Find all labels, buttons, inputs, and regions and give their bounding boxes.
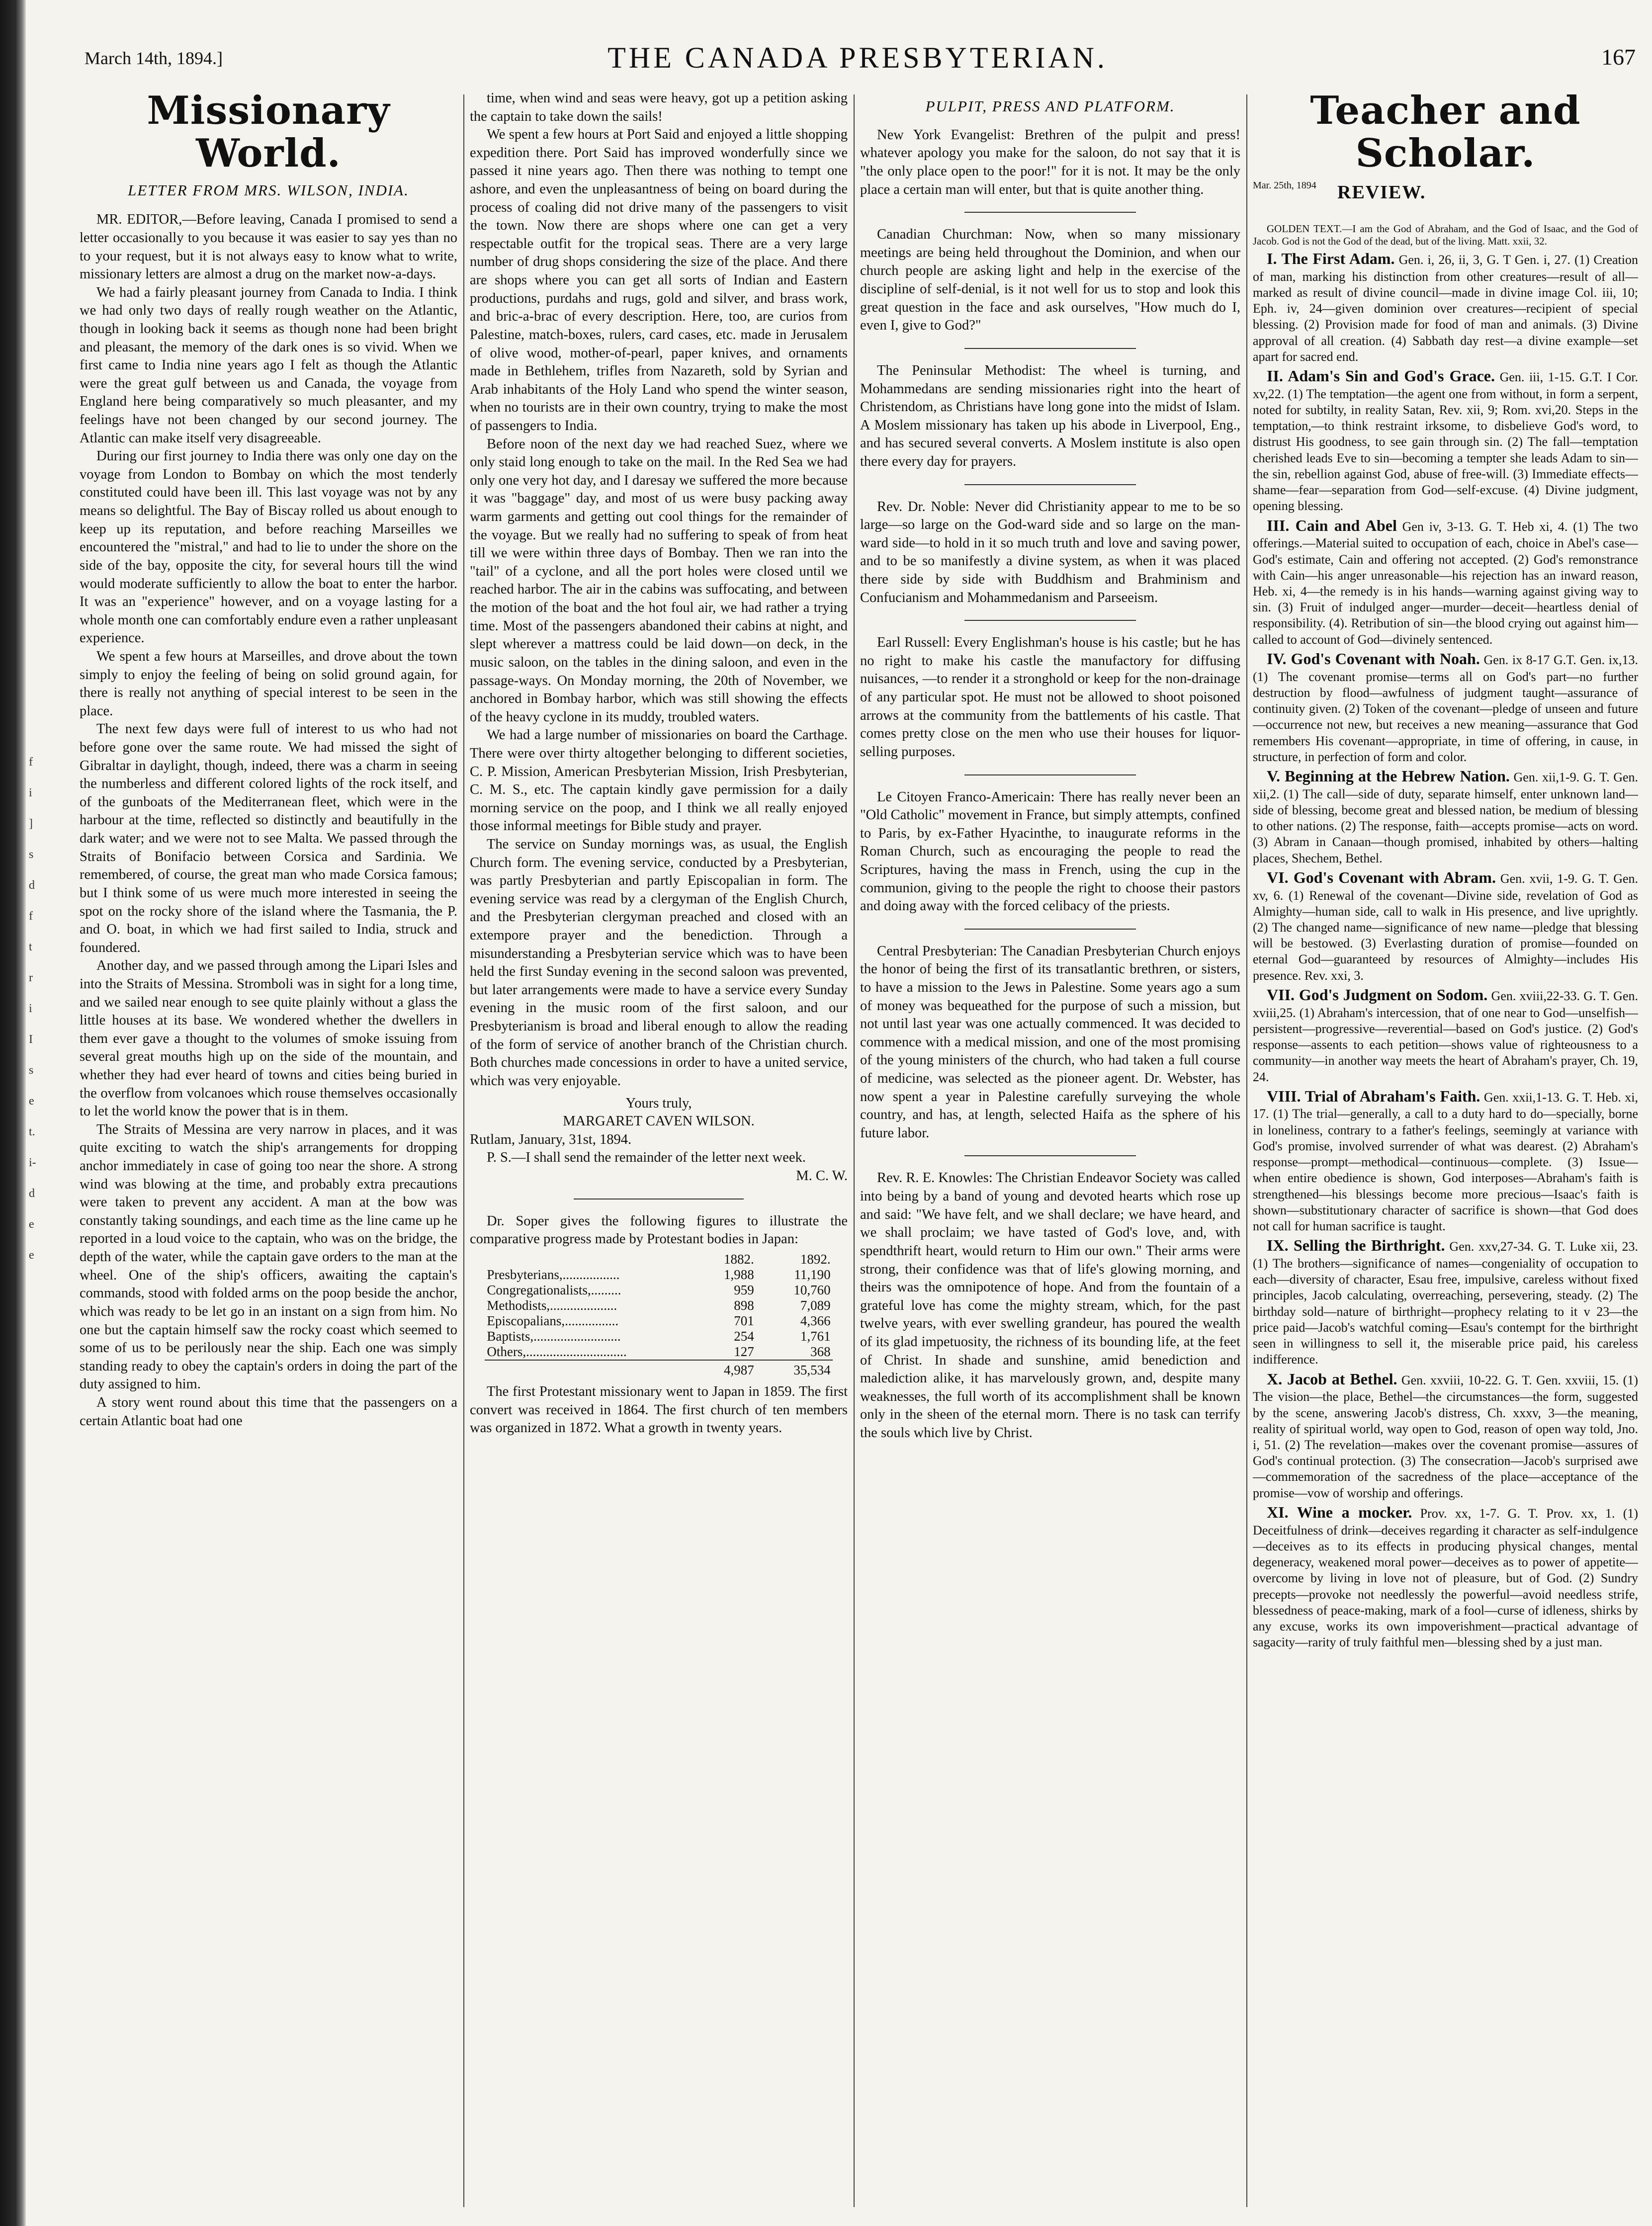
margin-fragment: ] [29,817,33,830]
paragraph: time, when wind and seas were heavy, got up a petition asking the captain to take down the sails! [470,90,848,124]
table-row [485,1329,832,1344]
value-1892-cell: 4,366 [800,1313,831,1328]
column-letter-continued [470,89,848,2207]
table-row [485,1283,832,1298]
department-heading: Missionary World. [147,89,390,176]
lesson-entry [1253,1370,1638,1501]
quotation: Canadian Churchman: Now, when so many missionary meetings are being held throughout the Dominion, and when our church people are asking light and help in the exercise of the discipline of self-denial, is it not well for us to stop and look this great question in the face and ask ourselves, "How much do I, even I, give to God?" [860,227,1240,334]
column-pulpit-press-platform [860,89,1240,2207]
margin-fragment: s [29,848,34,861]
lesson-entry [1253,1236,1638,1368]
denomination-cell: Baptists,.......................... [487,1329,621,1344]
lesson-entry [1253,985,1638,1085]
total-1882: 4,987 [680,1360,756,1378]
paragraph: A story went round about this time that the passengers on a certain Atlantic boat had one [80,1394,457,1429]
lesson-title: X. Jacob at Bethel. [1267,1370,1397,1388]
signature: MARGARET CAVEN WILSON. [563,1113,755,1129]
margin-fragment: r [29,971,33,984]
margin-fragment: i [29,1002,32,1015]
paragraph: The service on Sunday mornings was, as usual, the English Church form. The evening service, conducted by a Presbyterian, was partly Presbyterian and partly Episcopalian in form. The evening service was read by a clergyman of the English Church, and the Presbyterian clergyman preached and closed with an extempore prayer and the benediction. Through a misunderstanding a Presbyterian service which was to have been held the first Sunday evening in the second saloon was prevented, but later arrangements were made to have a service every Sunday evening in the music room of the first saloon, and our Presbyterianism is broad and liberal enough to allow the reading of the form of service of another branch of the Christian church. Both churches made concessions in order to have a united service, which was very enjoyable. [470,836,848,1089]
table-row [485,1298,832,1313]
lesson-entry [1253,649,1638,765]
golden-text: GOLDEN TEXT.—I am the God of Abraham, and the God of Isaac, and the God of Jacob. God is not the God of the dead, but of the living. Matt. xxii, 32. [1253,222,1638,247]
paragraph: We had a fairly pleasant journey from Canada to India. I think we had only two days of really rough weather on the Atlantic, though in looking back it seems as though none had been bright and pleasant, the memory of the dark ones is so vivid. When we first came to India nine years ago I felt as though the Atlantic were the great gulf between us and Canada, the voyage from England here being comparatively so much pleasanter, and my feelings have not been changed by our second journey. The Atlantic can make itself very disagreeable. [80,284,457,446]
margin-fragment: d [29,1187,35,1200]
value-1892-cell: 10,760 [793,1282,831,1297]
margin-fragment: s [29,1064,34,1077]
quotation: Central Presbyterian: The Canadian Presbyterian Church enjoys the honor of being the first of its transatlantic brethren, or sisters, to have a mission to the Jews in Palestine. Some years ago a sum of money was bequeathed for the purpose of such a mission, but not until last year was one actually commenced. It was decided to commence with a medical mission, and one of the most promising of the young ministers of the church, who had taken a full course of medicine, was selected as the pioneer agent. Dr. Webster, has now spent a year in Palestine carefully surveying the whole country, and has, at length, selected Haifa as the sphere of his future labor. [860,943,1240,1141]
lesson-title: XI. Wine a mocker. [1267,1503,1412,1521]
article-title: LETTER FROM MRS. WILSON, INDIA. [128,181,409,199]
lesson-text: Gen. xxviii, 10-22. G. T. Gen. xxviii, 15. (1) The vision—the place, Bethel—the circumstances—the form, suggested by the scene, answering Jacob's distress, Ch. xxxv, 3—the meaning, reality of spiritual world, way open to God, reason of open way told, Jno. i, 51. (2) The revelation—makes over the covenant promise—assures of God's continual protection. (3) The consecration—Jacob's surprised awe—commemoration of the sacredness of the place—acceptance of the promise—vow of worship and offerings. [1253,1372,1638,1500]
lesson-title: III. Cain and Abel [1267,516,1397,534]
review-date: Mar. 25th, 1894 [1253,179,1316,191]
margin-fragment: f [29,756,33,769]
lesson-entry [1253,1503,1638,1651]
divider [964,484,1135,485]
divider [964,620,1135,621]
margin-fragment: t [29,941,32,953]
paragraph: Before noon of the next day we had reached Suez, where we only staid long enough to take on the mail. In the Red Sea we had only one very hot day, and I daresay we suffered the more because it was "baggage" day, and most of us were busy packing away warm garments and getting out cool things for the remainder of the voyage. But we really had no suffering to speak of from heat till we were within three days of Bombay. Then we ran into the "tail" of a cyclone, and all the port holes were closed until we reached harbor. The air in the cabins was suffocating, and between the motion of the boat and the hot foul air, we had rather a trying time. Most of the passengers abandoned their cabins at night, and slept wherever a mattress could be laid down—on deck, in the music saloon, on the tables in the dining saloon, and even in the passage-ways. On Monday morning, the 20th of November, we anchored in Bombay harbor, which was still showing the effects of the heavy cyclone in its muddy, troubled waters. [470,436,848,725]
divider [964,348,1135,349]
lesson-text: Gen. ix 8-17 G.T. Gen. ix,13. (1) The covenant promise—terms all on God's part—no further destruction by flood—awfulness of judgment taught—assurance of continuity given. (2) Token of the covenant—pledge of unseen and future—occurrence not new, but receives a new meaning—assurance that God remembers His covenant—appropriate, in time of offering, in cause, in structure, in perfection of form and color. [1253,652,1638,764]
column-rule [1246,94,1247,2207]
paragraph: During our first journey to India there was only one day on the voyage from London to Bombay on which the most tenderly constituted could have been ill. This last voyage was not by any means so delightful. The Bay of Biscay rolled us about enough to keep up its reputation, and before reaching Marseilles we encountered the "mistral," and had to lie to under the shore on the side of the bay, opposite the city, for several hours till the wind would moderate sufficiently to allow the boat to enter the harbor. It was an "experience" however, and on a voyage lasting for a whole month one can comfortably endure even a rather unpleasant experience. [80,448,457,646]
page-header [75,37,1641,82]
paragraph: We had a large number of missionaries on board the Carthage. There were over thirty altogether belonging to different societies, C. P. Mission, American Presbyterian Mission, Irish Presbyterian, C. M. S., etc. The captain kindly gave permission for a daily morning service on the poop, and I think we all really enjoyed those informal meetings for Bible study and prayer. [470,727,848,834]
lesson-list [1253,249,1638,1651]
paragraph: MR. EDITOR,—Before leaving, Canada I promised to send a letter occasionally to you because it was easier to say yes than no to your request, but it is not always easy to know what to write, missionary letters are almost a drug on the market now-a-days. [80,212,457,282]
margin-fragment: i [29,786,32,799]
lesson-text: Prov. xx, 1-7. G. T. Prov. xx, 1. (1) Deceitfulness of drink—deceives regarding it character as self-indulgence—deceives as to its effects in producing physical changes, mental degeneracy, weakened moral power—deceives as to power of appetite—overcome by living in love not of pleasure, but of God. (2) Sundry precepts—provoke not needlessly the powerful—avoid needless strife, blessedness of peace-making, mark of a fool—curse of idleness, shirks by any excuse, works its own impoverishment—practical advantage of sagacity—rarity of truly faithful men—blessing shed by a just man. [1253,1506,1638,1650]
review-header [1253,180,1638,220]
margin-fragment: e [29,1218,34,1231]
value-1882-cell: 127 [734,1344,754,1360]
margin-fragment: d [29,879,35,892]
paragraph: The next few days were full of interest to us who had not before gone over the same route. We had missed the sight of Gibraltar in daylight, though, indeed, there was a charm in seeing the numberless and different colored lights of the rock itself, and of the gunboats of the Mediterranean fleet, which were in the harbour at the time, reflected so distinctly and beautifully in the dark water; and we were not to see Malta. We passed through the Straits of Bonifacio between Corsica and Sardinia. We remembered, of course, the great man who made Corsica famous; but I think some of us were much more interested in seeing the spot on the rocky shore of the island where the Tasmania, the P. and O. boat, in which we had first sailed to India, struck and foundered. [80,721,457,955]
value-1882-cell: 254 [734,1329,754,1344]
lesson-entry [1253,767,1638,866]
quotation: Rev. Dr. Noble: Never did Christianity appear to me to be so large—so large on the God-ward side and so large on the man-ward side—to hold in it so much truth and love and saving power, and to be so manifestly a divine system, as when it was placed there side by side with Buddhism and Brahminism and Confucianism and Mohammedanism and Parseeism. [860,499,1240,605]
denomination-cell: Presbyterians,................. [487,1267,620,1282]
lesson-text: Gen iv, 3-13. G. T. Heb xi, 4. (1) The two offerings.—Material suited to occupation of each, choice in Abel's case—God's estimate, Cain and offering not accepted. (2) God's remonstrance with Cain—his anger unreasonable—his rejection has an inward reason, Heb. xi, 4—the remedy is in his hands—warning against giving way to sin. (3) Fruit of indulged anger—murder—deceit—heartless denial of responsibility. (4). Retribution of sin—the blood crying out against him—called to account of God—divinely sentenced. [1253,519,1638,647]
quotation: Rev. R. E. Knowles: The Christian Endeavor Society was called into being by a band of young and devoted hearts which rose up and said: "We have felt, and we shall declare; we have heard, and we shall proclaim; we have tasted of God's love, and, with spendthrift heart, would return to Him our own." Their arms were strong, their confidence was that of life's glowing morning, and theirs was the omnipotence of hope. And from the fountain of a grateful love has come the mighty stream, which, for the past twelve years, with ever swelling grandeur, has poured the wealth of its glad impetuosity, the richness of its bounding life, at the feet of Christ. In shade and sunshine, amid benediction and malediction alike, it has marvelously grown, and, despite many weaknesses, the full worth of its accomplishment shall be known only in the sheen of the eternal morn. There is no task can terrify the souls which live by Christ. [860,1170,1240,1441]
lesson-entry [1253,868,1638,984]
year-header: 1882. [724,1251,754,1267]
divider [964,929,1135,930]
lesson-entry [1253,249,1638,365]
lesson-title: VI. God's Covenant with Abram. [1267,868,1496,886]
paragraph: Another day, and we passed through among the Lipari Isles and into the Straits of Messina. Stromboli was in sight for a long time, and we sailed near enough to see quite plainly without a glass the little houses at its base. We wondered whether the dwellers in them ever gave a thought to the volumes of smoke issuing from several great mouths high up on the side of the mountain, and whether they had ever heard of towns and cities being buried in the overflow from volcanoes which rouse themselves occasionally to let the world know the power that is in them. [80,958,457,1119]
table-row [485,1344,832,1360]
table-header-row [485,1252,832,1267]
lesson-text: Gen. iii, 1-15. G.T. I Cor. xv,22. (1) The temptation—the agent one from without, in form a serpent, noted for subtilty, in reality Satan, Rev. xii, 9; Rom. xvi,20. Steps in the temptation,—to think restraint irksome, to disbelieve God's word, to distrust His goodness, to see gain through sin. (2) The fall—temptation cherished leads Eve to sin—becoming a tempter she leads Adam to sin—the sin, rebellion against God, abuse of free-will. (3) Immediate effects—shame—fear—separation from God—self-excuse. (4) Divine judgment, opening blessing. [1253,370,1638,514]
table-row [485,1267,832,1283]
article-body [470,89,848,1091]
column-teacher-and-scholar [1253,89,1638,2207]
margin-fragment: I [29,1033,33,1046]
divider [964,1155,1135,1156]
denomination-cell: Methodists,.................... [487,1297,617,1313]
lesson-title: VII. God's Judgment on Sodom. [1267,985,1488,1004]
margin-fragment: t. [29,1125,35,1138]
margin-fragment: e [29,1095,34,1108]
lesson-text: Gen. xxii,1-13. G. T. Heb. xi, 17. (1) The trial—generally, a call to a duty hard to do—specially, borne in loneliness, contrary to a father's feelings, seemingly at variance with God's promise, involved surrender of what was dearest. (2) Abraham's response—prompt—methodical—continuous—complete. (3) Issue—when entire obedience is shown, God interposes—Abraham's faith is strengthened—his blessings become more precious—Isaac's faith is shown—substitutionary character of sacrifice is shown—that God does not call for human sacrifice is taught. [1253,1090,1638,1234]
column-missionary-world [80,89,457,2207]
soper-intro: Dr. Soper gives the following figures to illustrate the comparative progress made by Protestant bodies in Japan: [470,1213,848,1247]
lesson-title: IX. Selling the Birthright. [1267,1236,1445,1255]
lesson-entry [1253,1087,1638,1235]
value-1882-cell: 959 [734,1282,754,1297]
lesson-title: V. Beginning at the Hebrew Nation. [1267,767,1510,785]
dateline: Rutlam, January, 31st, 1894. [470,1131,632,1147]
lesson-title: VIII. Trial of Abraham's Faith. [1267,1087,1480,1105]
value-1892-cell: 368 [810,1344,831,1360]
signoff: Yours truly, [625,1095,692,1111]
lesson-entry [1253,366,1638,514]
quotation: The Peninsular Methodist: The wheel is turning, and Mohammedans are sending missionaries right into the heart of Christendom, as Christians have long gone into the midst of Islam. A Moslem missionary has taken up his abode in Liverpool, Eng., and has secured several converts. A Moslem institute is also open there every day for prayers. [860,362,1240,469]
denomination-cell: Episcopalians,................ [487,1313,619,1328]
margin-fragment: i- [29,1156,36,1169]
lesson-title: II. Adam's Sin and God's Grace. [1267,367,1495,385]
margin-fragment: f [29,910,33,923]
lesson-text: Gen. xxv,27-34. G. T. Luke xii, 23. (1) The brothers—significance of names—congeniality of occupation to each—diversity of character, Esau free, impulsive, careless without fixed principles, Jacob calculating, overreaching, persevering, steady. (2) The birthday sold—nature of birthright—prophecy relating to it v 23—the price paid—Jacob's watchful coming—Esau's contempt for the birthright seen in willingness to sell it, the miserable price paid, his careless indifference. [1253,1239,1638,1367]
divider [964,212,1135,213]
table-row [485,1313,832,1329]
lesson-text: Gen. i, 26, ii, 3, G. T Gen. i, 27. (1) Creation of man, marking his distinction from other creatures—result of all—marked as result of divine council—made in divine image Col. iii, 10; Eph. iv, 24—given dominion over creatures—recipient of special blessing. (2) Provision made for food of man and animals. (3) Divine approval of all creation. (4) Sabbath day rest—a divine example—set apart for sacred end. [1253,252,1638,364]
quotation: Earl Russell: Every Englishman's house is his castle; but he has no right to make his castle the manufactory for diffusing nuisances, —to render it a stronghold or keep for the non-drainage of any particular spot. He must not be allowed to shoot poisoned arrows at the community from the battlements of his castle. That comes pretty close on the men who use their houses for liquor-selling purposes. [860,635,1240,760]
page-number: 167 [1601,44,1636,70]
quotation-list [860,126,1240,1443]
table-total-row [485,1360,832,1378]
divider [964,774,1135,775]
binding-edge [0,0,26,2226]
denomination-cell: Congregationalists,......... [487,1282,621,1297]
postscript: P. S.—I shall send the remainder of the letter next week. [487,1150,806,1166]
value-1882-cell: 898 [734,1297,754,1313]
department-heading: Teacher and Scholar. [1310,89,1581,176]
paragraph: The Straits of Messina are very narrow in places, and it was quite exciting to watch the ship's arrangements for dropping anchor immediately in case of going too near the shore. A strong wind was blowing at the time, and probably extra precautions were taken to prevent any accident. A man at the bow was constantly taking soundings, and each time as the line came up he reported in a loud voice to the captain, who was on the bridge, the depth of the water, while the captain gave orders to the man at the wheel. One of the ship's officers, awaiting the captain's commands, stood with folded arms on the poop beside the anchor, which was ready to be let go in an instant on a sign from him. No one but the captain himself saw the rocky coast which seemed to some of us to be perilously near the ship. Each one was simply standing ready to obey the captain's orders in doing the part of the duty assigned to him. [80,1121,457,1392]
paragraph: We spent a few hours at Marseilles, and drove about the town simply to enjoy the feeling of being on solid ground again, for there is really not anything of special interest to be seen in the place. [80,648,457,719]
value-1882-cell: 1,988 [724,1267,754,1282]
value-1892-cell: 7,089 [800,1297,831,1313]
lesson-title: I. The First Adam. [1267,249,1395,267]
paragraph: We spent a few hours at Port Said and enjoyed a little shopping expedition there. Port Said has improved wonderfully since we passed it nine years ago. Then there was nothing to tempt one ashore, and even the unpleasantness of being on board during the process of coaling did not drive many of the passengers to visit the town. Now there are shops where one can get a very respectable outfit for the tropical seas. There are a very large number of drug shops considering the size of the place. And there are shops where you can get all sorts of Indian and Eastern productions, purdahs and rugs, gold and silver, and brass work, and bric-a-brac of every description. Here, too, are curios from Palestine, match-boxes, rulers, card cases, etc. made in Jerusalem of olive wood, mother-of-pearl, paper knives, and ornaments made in Bethlehem, trifles from Nazareth, sold by Syrian and Arab inhabitants of the Holy Land who spend the winter season, when no tourists are in their own country, trying to make the most of passengers to India. [470,127,848,433]
year-header: 1892. [800,1251,831,1267]
masthead: THE CANADA PRESBYTERIAN. [608,41,1108,74]
lesson-text: Gen. xii,1-9. G. T. Gen. xii,2. (1) The call—side of duty, separate himself, enter unknown land—side of blessing, become great and blessed nation, be medium of blessing to other nations. (2) The response, faith—accepts promise—acts on word. (3) Abram in Canaan—though promised, inhabited by others—halting places, Shechem, Bethel. [1253,770,1638,865]
margin-fragment: e [29,1249,34,1262]
value-1892-cell: 11,190 [794,1267,831,1282]
review-title: REVIEW. [1337,181,1426,203]
issue-date: March 14th, 1894.] [85,48,223,68]
value-1892-cell: 1,761 [800,1329,831,1344]
lesson-text: Gen. xvii, 1-9. G. T. Gen. xv, 6. (1) Renewal of the covenant—Divine side, revelation of God as Almighty—human side, call to walk in His presence, and live uprightly. (2) The changed name—significance of new name—pledge that blessing will be bestowed. (3) Everlasting duration of promise—founded on eternal God—guaranteed by resources of Almighty—includes His presence. Rev. xxi, 3. [1253,871,1638,983]
lesson-title: IV. God's Covenant with Noah. [1267,649,1480,668]
lesson-entry [1253,516,1638,648]
quotation: Le Citoyen Franco-Americain: There has really never been an "Old Catholic" movement in France, but simply attempts, confined to Paris, by ex-Father Hyacinthe, to inaugurate reforms in the Roman Church, such as encouraging the people to read the Scriptures, having the mass in French, using the cup in the communion, giving to the people the right to choose their pastors and doing away with the forced celibacy of the priests. [860,789,1240,914]
total-1892: 35,534 [756,1360,833,1378]
lesson-text: Gen. xviii,22-33. G. T. Gen. xviii,25. (1) Abraham's intercession, that of one near to God—unselfish—persistent—progressive—reverential—based on God's justice. (2) God's response—assents to each petition—shows value of righteousness to a community—in another way meets the heart of Abraham's prayer, Ch. 19, 24. [1253,988,1638,1084]
column-rule [854,94,855,2207]
postscript-initials: M. C. W. [796,1168,848,1184]
column-rule [463,94,464,2207]
japan-statistics-table [485,1252,832,1378]
section-title: PULPIT, PRESS AND PLATFORM. [925,97,1175,115]
denomination-cell: Others,.............................. [487,1344,627,1360]
article-body [80,211,457,1430]
quotation: New York Evangelist: Brethren of the pulpit and press! whatever apology you make for the saloon, do not say that it is "the only place open to the poor!" for it is not. It may be the only place a certain man will enter, but that is quite another thing. [860,127,1240,197]
value-1882-cell: 701 [734,1313,754,1328]
japan-closing: The first Protestant missionary went to Japan in 1859. The first convert was received in 1864. The first church of ten members was organized in 1872. What a growth in twenty years. [470,1384,848,1436]
